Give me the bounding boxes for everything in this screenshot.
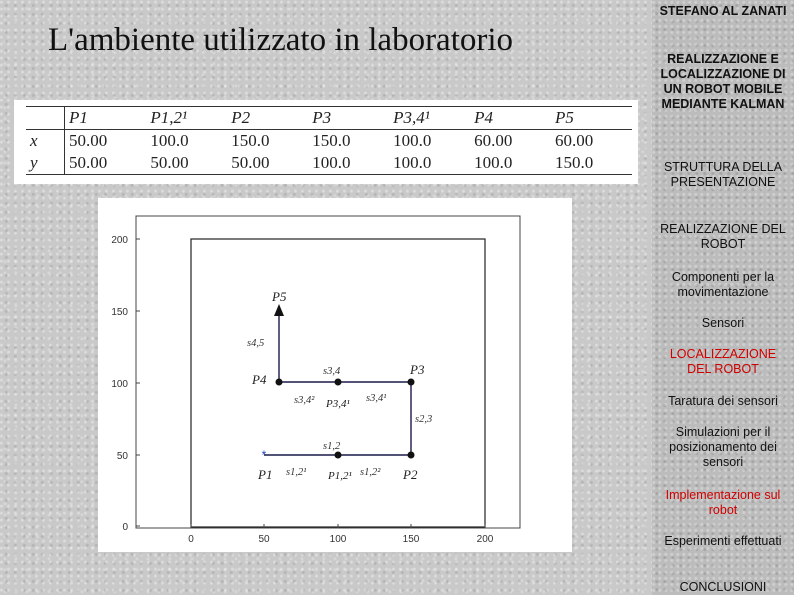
- table-header-row: [26, 107, 632, 130]
- slide-title: L'ambiente utilizzato in laboratorio: [48, 22, 514, 58]
- y-tick-label: 0: [122, 522, 128, 533]
- x-tick-label: 100: [329, 534, 347, 545]
- x-tick-label: 200: [476, 534, 494, 545]
- x-tick-label: 0: [188, 534, 194, 545]
- segment-label: s1,2: [323, 441, 341, 452]
- path-plot-panel: [98, 198, 572, 552]
- sidebar-item-esperimenti[interactable]: Esperimenti effettuati: [664, 534, 782, 548]
- sidebar-thesis-title: REALIZZAZIONE E LOCALIZZAZIONE DI UN ROBOT MOBILE MEDIANTE KALMAN: [660, 52, 786, 111]
- row-label-x: x: [26, 130, 65, 153]
- sidebar-item-taratura[interactable]: Taratura dei sensori: [668, 394, 778, 408]
- table-cell: 60.00: [474, 131, 513, 150]
- waypoint-p12: [335, 452, 342, 459]
- coordinates-table-panel: [14, 100, 638, 184]
- waypoint-p4: [276, 379, 283, 386]
- row-label-y: y: [26, 152, 65, 175]
- table-cell: 100.0: [393, 153, 432, 172]
- point-label: P4: [252, 372, 267, 387]
- sidebar-item-struttura[interactable]: STRUTTURA DELLA PRESENTAZIONE: [663, 160, 783, 189]
- table-corner-cell: [26, 107, 65, 130]
- coordinates-table: [26, 106, 632, 175]
- table-row: [26, 152, 632, 175]
- table-cell: 100.0: [474, 153, 513, 172]
- table-cell: 100.0: [312, 153, 351, 172]
- table-row: [26, 130, 632, 153]
- table-header-cell: P3,4¹: [393, 108, 430, 127]
- segment-label: s1,2²: [360, 467, 381, 478]
- waypoint-p3: [408, 379, 415, 386]
- sidebar: [652, 0, 794, 595]
- table-cell: 100.0: [150, 131, 189, 150]
- sidebar-item-implementazione[interactable]: Implementazione sul robot: [665, 488, 781, 517]
- table-cell: 150.0: [555, 153, 594, 172]
- path-plot: [98, 198, 572, 552]
- sidebar-item-movimentazione[interactable]: Componenti per la movimentazione: [671, 270, 775, 299]
- table-cell: 50.00: [231, 153, 270, 172]
- segment-label: s2,3: [415, 414, 433, 425]
- waypoint-p34: [335, 379, 342, 386]
- table-header-cell: P1: [69, 108, 88, 127]
- start-marker: *: [261, 448, 267, 462]
- y-tick-label: 200: [111, 235, 128, 246]
- point-label: P3,4¹: [326, 398, 350, 410]
- sidebar-item-simulazioni[interactable]: Simulazioni per il posizionamento dei sensori: [669, 425, 777, 469]
- table-cell: 60.00: [555, 131, 594, 150]
- point-label: P5: [272, 289, 287, 304]
- sidebar-item-realizzazione[interactable]: REALIZZAZIONE DEL ROBOT: [660, 222, 786, 251]
- sidebar-author: STEFANO AL ZANATI: [659, 4, 787, 18]
- segment-label: s3,4¹: [366, 393, 387, 404]
- y-tick-label: 150: [111, 307, 128, 318]
- point-label: P1: [258, 467, 273, 482]
- sidebar-item-localizzazione[interactable]: LOCALIZZAZIONE DEL ROBOT: [669, 347, 777, 376]
- table-header-cell: P3: [312, 108, 332, 127]
- segment-label: s3,4: [323, 366, 341, 377]
- sidebar-item-conclusioni[interactable]: CONCLUSIONI: [679, 580, 767, 594]
- x-tick-label: 150: [402, 534, 420, 545]
- waypoint-p2: [408, 452, 415, 459]
- segment-label: s4,5: [247, 338, 265, 349]
- y-tick-label: 50: [116, 451, 128, 462]
- table-cell: 50.00: [69, 131, 108, 150]
- table-cell: 50.00: [150, 153, 189, 172]
- point-label: P1,2¹: [328, 470, 352, 482]
- point-label: P3: [410, 362, 425, 377]
- segment-label: s3,4²: [294, 395, 315, 406]
- table-cell: 150.0: [312, 131, 351, 150]
- segment-label: s1,2¹: [286, 467, 307, 478]
- sidebar-item-sensori[interactable]: Sensori: [701, 316, 745, 330]
- table-cell: 150.0: [231, 131, 270, 150]
- point-label: P2: [403, 467, 418, 482]
- axis-ticks: [136, 239, 485, 528]
- x-tick-label: 50: [258, 534, 270, 545]
- table-header-cell: P1,2¹: [150, 108, 188, 127]
- goal-marker: [274, 304, 284, 316]
- y-tick-label: 100: [111, 379, 128, 390]
- table-header-cell: P4: [474, 108, 493, 127]
- table-header-cell: P2: [231, 108, 251, 127]
- table-cell: 50.00: [69, 153, 108, 172]
- table-header-cell: P5: [555, 108, 574, 127]
- table-cell: 100.0: [393, 131, 432, 150]
